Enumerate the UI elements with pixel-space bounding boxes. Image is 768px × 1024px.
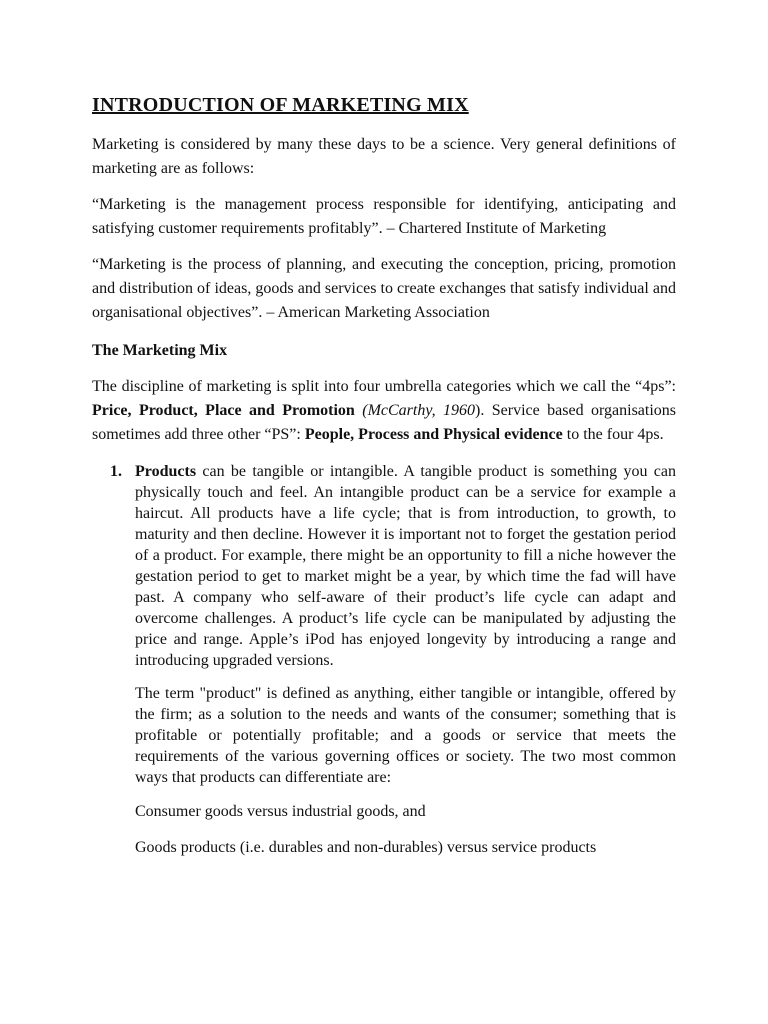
section-heading: The Marketing Mix bbox=[92, 342, 228, 359]
four-ps-text-c: to the four 4ps. bbox=[562, 426, 664, 443]
product-definition-paragraph: The term "product" is defined as anything, either tangible or intangible, offered by the firm; as a solution to the needs and wants of the consumer; something that is profitable or potentially profitable; and a goods or service that meets the requirements of the various governing offices or society. The two most common ways that products can differentiate are: bbox=[135, 685, 676, 786]
goods-line-1: Consumer goods versus industrial goods, and bbox=[135, 803, 426, 820]
products-label: Products bbox=[135, 463, 197, 480]
intro-paragraph: Marketing is considered by many these days to be a science. Very general definitions of marketing are as follows: bbox=[92, 136, 676, 177]
products-text: can be tangible or intangible. A tangible product is something you can physically touch and feel. An intangible product can be a service for example a haircut. All products have a life cycle; that is from introduction, to growth, to maturity and then decline. However it is important not to forget the gestation period of a product. For example, there might be an opportunity to fill a niche however the gestation period to get to market might be a year, by which time the fad will have past. A company who self-aware of their product’s life cycle can adapt and overcome challenges. A product’s life cycle can be manipulated by adjusting the price and range. Apple’s iPod has enjoyed longevity by introducing a range and introducing upgraded versions. bbox=[135, 463, 676, 669]
products-paragraph bbox=[135, 461, 676, 671]
cim-definition: “Marketing is the management process responsible for identifying, anticipating and satisfying customer requirements profitably”. – Chartered Institute of Marketing bbox=[92, 196, 676, 237]
list-number: 1. bbox=[110, 463, 122, 480]
goods-line-2: Goods products (i.e. durables and non-durables) versus service products bbox=[135, 839, 597, 856]
four-ps-list: Price, Product, Place and Promotion bbox=[92, 402, 355, 419]
page-title: INTRODUCTION OF MARKETING MIX bbox=[92, 94, 469, 116]
list-item-products bbox=[135, 461, 676, 860]
four-ps-text-b: ). Service based organisations sometimes add three other “PS”: bbox=[92, 402, 677, 443]
citation: (McCarthy, 1960 bbox=[362, 402, 475, 419]
extra-ps-list: People, Process and Physical evidence bbox=[304, 426, 563, 443]
four-ps-text-a: The discipline of marketing is split into four umbrella categories which we call the “4ps”: bbox=[92, 378, 676, 395]
numbered-list bbox=[92, 461, 676, 860]
four-ps-paragraph bbox=[92, 375, 676, 447]
ama-definition: “Marketing is the process of planning, and executing the conception, pricing, promotion and distribution of ideas, goods and services to create exchanges that satisfy individual and organisational objectives”. – American Marketing Association bbox=[92, 256, 676, 321]
